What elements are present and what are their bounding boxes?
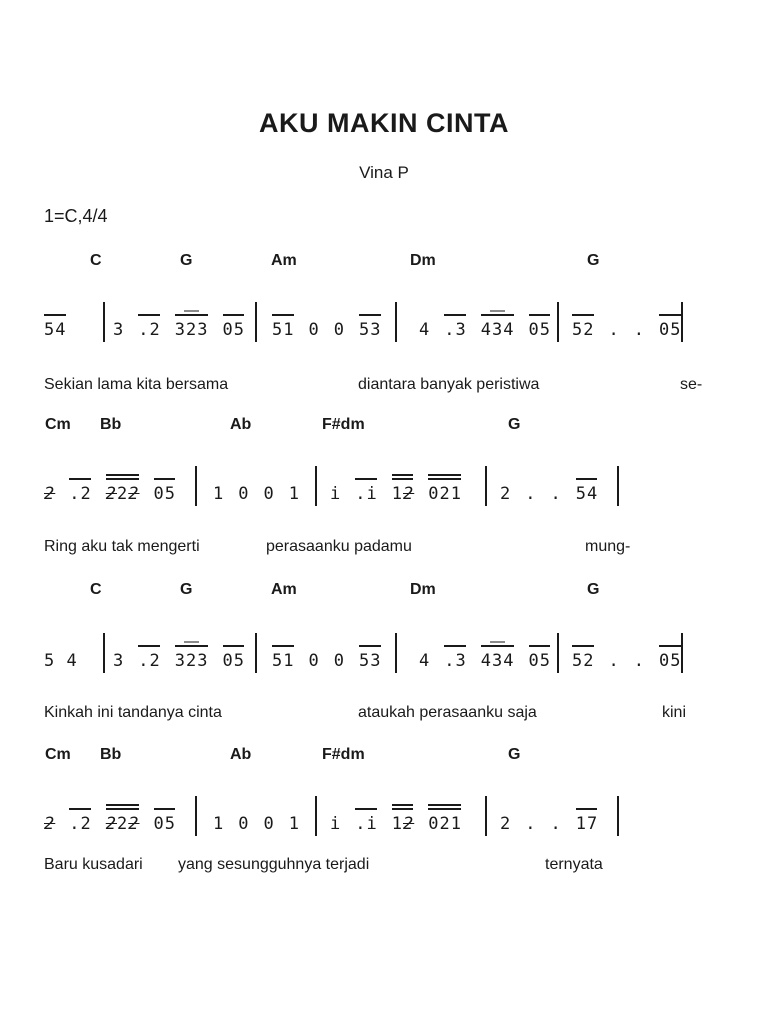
lyric-segment: Kinkah ini tandanya cinta [44,704,222,721]
note-token: 021 [428,484,462,504]
lyric-segment: perasaanku padamu [266,538,412,555]
note-measure [213,814,300,834]
note-token: .2 [138,320,161,340]
chord-label: Cm [45,746,71,763]
note-token: i [330,814,342,834]
bar-line [103,633,105,673]
lyric-segment: se- [680,376,703,393]
note-token: 17 [575,814,599,834]
lyric-row [0,538,768,562]
note-measure [213,484,300,504]
note-token: 3 [113,320,125,340]
note-token: 05 [222,320,245,340]
note-token: . [633,651,645,671]
chord-label: Am [271,252,297,269]
note-token: 4 [419,651,431,671]
note-token: .3 [444,651,467,671]
chord-label: G [587,581,600,598]
chord-label: C [90,252,102,269]
lyric-segment: diantara banyak peristiwa [358,376,540,393]
note-measure [572,651,682,671]
note-token: .2 [138,651,161,671]
bar-line [557,633,559,673]
note-token: 54 [44,320,67,340]
note-token: . [633,320,645,340]
bar-line [255,302,257,342]
bar-line [315,466,317,506]
bar-line [395,633,397,673]
note-measure [44,651,78,671]
chord-label: G [180,252,193,269]
chord-row [0,416,768,438]
note-token: 434 [480,320,515,340]
note-token: 021 [428,814,462,834]
lyric-segment: mung- [585,538,631,555]
bar-line [485,796,487,836]
chord-label: Am [271,581,297,598]
note-token: 2 [500,814,512,834]
note-token: 323 [174,320,209,340]
note-token: . [525,814,537,834]
note-token: 1 [288,484,300,504]
note-token: 222 [105,484,140,504]
note-token: 53 [359,651,382,671]
note-token: 0 [308,320,320,340]
bar-line [617,466,619,506]
bar-line [617,796,619,836]
chord-label: Dm [410,252,436,269]
chord-row [0,746,768,768]
note-token: 52 [572,320,595,340]
chord-label: G [508,416,521,433]
note-measure [44,814,176,834]
note-token: 05 [659,320,682,340]
bar-line [103,302,105,342]
note-token: 51 [272,651,295,671]
chord-row [0,252,768,274]
chord-label: Cm [45,416,71,433]
note-measure [419,651,551,671]
note-token: .2 [69,814,92,834]
chord-label: Dm [410,581,436,598]
note-token: . [608,651,620,671]
note-token: 222 [105,814,140,834]
song-artist: Vina P [359,163,409,182]
chord-label: Ab [230,746,252,763]
chord-label: Bb [100,746,122,763]
note-token: .i [355,814,378,834]
note-measure [500,814,598,834]
note-token: 51 [272,320,295,340]
note-measure [330,814,462,834]
notation-row [0,300,768,344]
chord-label: G [508,746,521,763]
note-token: 2 [44,814,56,834]
note-measure [419,320,551,340]
note-measure [113,320,245,340]
song-title: AKU MAKIN CINTA [259,108,509,138]
note-token: 05 [659,651,682,671]
note-token: 05 [222,651,245,671]
note-token: 323 [174,651,209,671]
lyric-segment: Sekian lama kita bersama [44,376,229,393]
chord-label: Bb [100,416,122,433]
bar-line [195,796,197,836]
note-measure [113,651,245,671]
lyric-segment: Baru kusadari [44,856,143,873]
note-measure [500,484,598,504]
note-token: 12 [391,484,415,504]
note-token: .3 [444,320,467,340]
note-measure [44,484,176,504]
lyric-segment: Ring aku tak mengerti [44,538,200,555]
note-measure [272,651,382,671]
note-token: .2 [69,484,92,504]
chord-label: F#dm [322,746,365,763]
note-token: 5 4 [44,651,78,671]
chord-label: G [587,252,600,269]
note-token: 1 [213,814,225,834]
chord-row [0,581,768,603]
note-token: 0 [263,484,275,504]
note-token: 3 [113,651,125,671]
bar-line [315,796,317,836]
bar-line [195,466,197,506]
note-token: 0 [263,814,275,834]
key-signature: 1=C,4/4 [44,206,108,226]
note-token: 1 [213,484,225,504]
note-measure [272,320,382,340]
bar-line [485,466,487,506]
note-token: . [608,320,620,340]
note-measure [572,320,682,340]
chord-label: G [180,581,193,598]
lyric-row [0,856,768,880]
bar-line [557,302,559,342]
note-token: 2 [44,484,56,504]
chord-label: C [90,581,102,598]
note-token: 0 [238,484,250,504]
lyric-segment: yang sesungguhnya terjadi [178,856,370,873]
notation-row [0,631,768,675]
note-token: 53 [359,320,382,340]
note-token: . [550,484,562,504]
note-token: 54 [575,484,599,504]
note-token: 0 [333,320,345,340]
note-token: 1 [288,814,300,834]
chord-label: F#dm [322,416,365,433]
chord-label: Ab [230,416,252,433]
note-token: .i [355,484,378,504]
note-token: 12 [391,814,415,834]
note-token: i [330,484,342,504]
note-token: 0 [333,651,345,671]
note-token: 52 [572,651,595,671]
notation-row [0,464,768,508]
note-measure [330,484,462,504]
note-token: 434 [480,651,515,671]
lyric-segment: ternyata [545,856,603,873]
lyric-row [0,376,768,400]
note-measure [44,320,67,340]
notation-row [0,794,768,838]
bar-line [255,633,257,673]
note-token: 2 [500,484,512,504]
note-token: 05 [528,320,551,340]
lyric-row [0,704,768,728]
note-token: 05 [153,484,176,504]
lyric-segment: ataukah perasaanku saja [358,704,537,721]
lyric-segment: kini [662,704,687,721]
note-token: 4 [419,320,431,340]
note-token: 0 [308,651,320,671]
bar-line [395,302,397,342]
note-token: 05 [153,814,176,834]
note-token: . [550,814,562,834]
note-token: . [525,484,537,504]
note-token: 0 [238,814,250,834]
note-token: 05 [528,651,551,671]
